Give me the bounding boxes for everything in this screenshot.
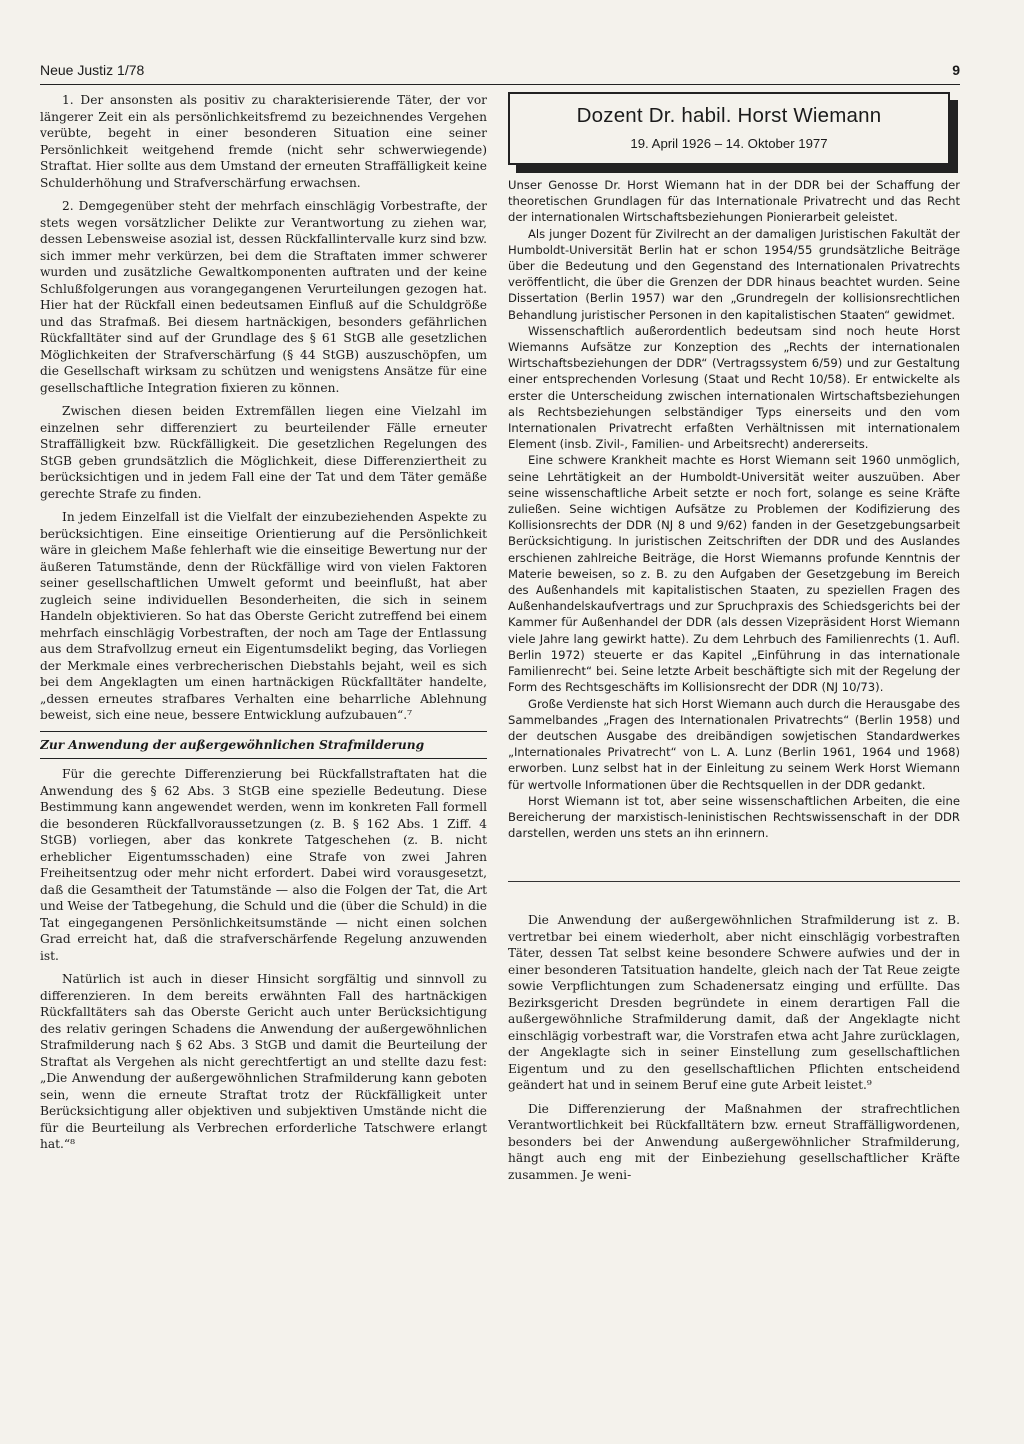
obituary-paragraph: Unser Genosse Dr. Horst Wiemann hat in der DDR bei der Schaffung der theoretischen Grundlagen für das Internationale Privatrecht und das Recht der internationalen Wirtschaftsbeziehungen Pionierarbeit geleistet.: [508, 178, 960, 225]
obituary-paragraph: Horst Wiemann ist tot, aber seine wissenschaftlichen Arbeiten, die eine Bereicherung der marxistisch-leninistischen Rechtswissenschaft in der DDR darstellen, werden uns stets an ihn erinnern.: [508, 793, 960, 841]
body-paragraph: Die Anwendung der außergewöhnlichen Strafmilderung ist z. B. vertretbar bei einem wiederholt, aber nicht einschlägig vorbestraften Täter, dessen Tat selbst keine besondere Schwere aufwies und der in einer besonderen Tatsituation handelte, gleich nach der Tat Reue zeigte sowie Verpflichtungen zum Schadenersatz einging und erfüllte. Das Bezirksgericht Dresden begründete in einem derartigen Fall die außergewöhnliche Strafmilderung damit, daß der Angeklagte nicht einschlägig vorbestraft war, die Vorstrafen etwa acht Jahre zurücklagen, der Angeklagte sich in seiner Einstellung zum gesellschaftlichen Eigentum und zu den gesellschaftlichen Pflichten entscheidend geändert hat und in seinem Beruf eine gute Arbeit leistet.⁹: [508, 913, 960, 1093]
body-paragraph: In jedem Einzelfall ist die Vielfalt der einzubeziehenden Aspekte zu berücksichtigen. Eine einseitige Orientierung auf die Persönlichkeit wäre in gleichem Maße fehlerhaft wie die einseitige Bewertung nur der äußeren Tatumstände, denn der Rückfällige wird von vielen Faktoren seiner gesellschaftlichen Umwelt geformt und beeinflußt, hat aber zugleich seine individuellen Besonderheiten, die sich in seinem Handeln objektivieren. So hat das Oberste Gericht zutreffend bei einem mehrfach einschlägig Vorbestraften, der noch am Tage der Entlassung aus dem Strafvollzug erneut ein Eigentumsdelikt beging, das Vorliegen der Merkmale eines verbrecherischen Diebstahls bejaht, weil es sich bei dem Angeklagten um einen hartnäckigen Rückfalltäter handelte, „dessen erneutes strafbares Verhalten eine beharrliche Ablehnung beweist, sich eine neue, bessere Entwicklung aufzubauen“.⁷: [40, 510, 487, 722]
obituary-paragraph: Eine schwere Krankheit machte es Horst Wiemann seit 1960 unmöglich, seine Lehrtätigkeit an der Humboldt-Universität weiter auszuüben. Aber seine wissenschaftliche Arbeit setzte er noch fort, solange es seine Kräfte zuließen. Seine wichtigen Aufsätze zu Problemen der Kodifizierung des Kollisionsrechts der DDR (NJ 8 und 9/62) fanden in der Gesetzgebungsarbeit Berücksichtigung. In juristischen Zeitschriften der DDR und des Auslandes erschienen zahlreiche Beiträge, die Horst Wiemanns profunde Kenntnis der Materie beweisen, so z. B. zu den Aufgaben der Gesetzgebung im Bereich des Außenhandels mit kapitalistischen Staaten, zu speziellen Fragen des Außenhandelskaufvertrags und zur Spruchpraxis des Schiedsgerichts bei der Kammer für Außenhandel der DDR (als dessen Vizepräsident Horst Wiemann viele Jahre lang gewirkt hatte). Zu dem Lehrbuch des Familienrechts (1. Aufl. Berlin 1972) steuerte er das Kapitel „Einführung in das internationale Familienrecht“ bei. Seine letzte Arbeit beschäftigte sich mit der Regelung der Form des Rechtsgeschäfts im Kollisionsrecht der DDR (NJ 10/73).: [508, 453, 960, 695]
body-paragraph: Zwischen diesen beiden Extremfällen liegen eine Vielzahl im einzelnen sehr differenziert zu beurteilender Fälle erneuter Straffälligkeit bzw. Rückfälligkeit. Die gesetzlichen Regelungen des StGB geben grundsätzlich die Möglichkeit, diese Differenziertheit zu berücksichtigen und in jedem Fall eine der Tat und dem Täter gemäße gerechte Strafe zu finden.: [40, 404, 487, 501]
journal-issue: Neue Justiz 1/78: [40, 62, 145, 78]
obituary-box: [508, 92, 950, 165]
right-column: [508, 92, 960, 1422]
obituary-dates: 19. April 1926 – 14. Oktober 1977: [630, 136, 828, 151]
left-column: [40, 92, 487, 1422]
section-heading: Zur Anwendung der außergewöhnlichen Strafmilderung: [40, 731, 487, 760]
body-paragraph: 1. Der ansonsten als positiv zu charakterisierende Täter, der vor längerer Zeit ein als persönlichkeitsfremd zu bezeichnendes Vergehen verübte, begeht in einer besonderen Situation eine seiner Persönlichkeit weitgehend fremde (nicht sehr schwerwiegende) Straftat. Hier sollte aus dem Umstand der erneuten Straffälligkeit keine Schulderhöhung und Strafverschärfung erwachsen.: [40, 93, 487, 190]
body-paragraph: Natürlich ist auch in dieser Hinsicht sorgfältig und sinnvoll zu differenzieren. In dem bereits erwähnten Fall des hartnäckigen Rückfalltäters sah das Oberste Gericht auch unter Berücksichtigung des relativ geringen Schadens die Anwendung der außergewöhnlichen Strafmilderung nach § 62 Abs. 3 StGB und damit die Beurteilung der Straftat als Vergehen als nicht gerechtfertigt an und stellte dazu fest: „Die Anwendung der außergewöhnlichen Strafmilderung kann geboten sein, wenn die erneute Straftat trotz der Rückfälligkeit unter Berücksichtigung aller objektiven und subjektiven Umstände nicht die für die Beurteilung als Verbrechen erforderliche Tatschwere erlangt hat.“⁸: [40, 972, 487, 1151]
obituary-paragraph: Als junger Dozent für Zivilrecht an der damaligen Juristischen Fakultät der Humboldt-Universität Berlin hat er schon 1954/55 grundsätzliche Beiträge über die Bedeutung und den Gegenstand des Internationalen Privatrechts veröffentlicht, die über die Grenzen der DDR hinaus beachtet wurden. Seine Dissertation (Berlin 1957) war den „Grundregeln der kollisionsrechtlichen Behandlung juristischer Personen in den kapitalistischen Staaten“ gewidmet.: [508, 226, 960, 322]
running-header: [40, 60, 960, 85]
body-paragraph: Die Differenzierung der Maßnahmen der strafrechtlichen Verantwortlichkeit bei Rückfalltätern bzw. erneut Straffälligwordenen, besonders bei der Anwendung außergewöhnlicher Strafmilderung, hängt auch eng mit der Einbeziehung gesellschaftlicher Kräfte zusammen. Je weni-: [508, 1101, 960, 1182]
obituary-paragraph: Wissenschaftlich außerordentlich bedeutsam sind noch heute Horst Wiemanns Aufsätze zur Konzeption des „Rechts der internationalen Wirtschaftsbeziehungen der DDR“ (Vertragssystem 6/59) und zur Gestaltung einer entsprechenden Vorlesung (Staat und Recht 10/58). Er entwickelte als erster die Unterscheidung zwischen internationalen Wirtschaftsbeziehungen als Rechtsbeziehungen selbständiger Typs einerseits und den vom Internationalen Privatrecht erfaßten Verhältnissen mit internationalem Element (insb. Zivil-, Familien- und Arbeitsrecht) andererseits.: [508, 323, 960, 452]
obituary-paragraph: Große Verdienste hat sich Horst Wiemann auch durch die Herausgabe des Sammelbandes „Fragen des Internationalen Privatrechts“ (Berlin 1958) und der deutschen Ausgabe des dreibändigen sowjetischen Standardwerkes „Internationales Privatrecht“ von L. A. Lunz (Berlin 1961, 1964 und 1968) erworben. Lunz selbst hat in der Einleitung zu seinem Werk Horst Wiemann für wertvolle Informationen über die Rechtsquellen in der DDR gedankt.: [508, 696, 960, 792]
body-paragraph: Für die gerechte Differenzierung bei Rückfallstraftaten hat die Anwendung des § 62 Abs. 3 StGB eine spezielle Bedeutung. Diese Bestimmung kann angewendet werden, wenn im konkreten Fall formell die besonderen Rückfallvoraussetzungen (z. B. § 162 Abs. 1 Ziff. 4 StGB) vorliegen, aber das konkrete Tatgeschehen (z. B. nicht erheblicher Eigentumsschaden) eine Strafe von zwei Jahren Freiheitsentzug oder mehr nicht erfordert. Dabei wird vorausgesetzt, daß die Gesamtheit der Tatumstände — also die Folgen der Tat, die Art und Weise der Tatbegehung, die Schuld und die (über die Schuld) in die Tat eingegangenen Persönlichkeitsumstände — nicht einen solchen Grad erreicht hat, daß die strafverschärfende Regelung anzuwenden ist.: [40, 767, 487, 963]
obituary-title: Dozent Dr. habil. Horst Wiemann: [576, 104, 882, 127]
page-number: 9: [952, 62, 960, 78]
divider-line: [508, 881, 960, 882]
body-paragraph: 2. Demgegenüber steht der mehrfach einschlägig Vorbestrafte, der stets wegen vorsätzlicher Delikte zur Verantwortung zu ziehen war, dessen Lebensweise asozial ist, dessen Rückfallintervalle kurz sind bzw. sich immer mehr verkürzen, bei dem die Straftaten immer schwerer wurden und zusätzliche Gewaltkomponenten auftraten und der keine Schlußfolgerungen aus vorangegangenen Verurteilungen gezogen hat. Hier hat der Rückfall einen bedeutsamen Einfluß auf die Schuldgröße und das Strafmaß. Bei diesem hartnäckigen, besonders gefährlichen Rückfalltäter sind auf der Grundlage des § 61 StGB alle gesetzlichen Möglichkeiten der Strafverschärfung (§ 44 StGB) auszuschöpfen, um die Gesellschaft wirksam zu schützen und wenigstens Ansätze für eine gesellschaftliche Integration fixieren zu können.: [40, 199, 487, 395]
